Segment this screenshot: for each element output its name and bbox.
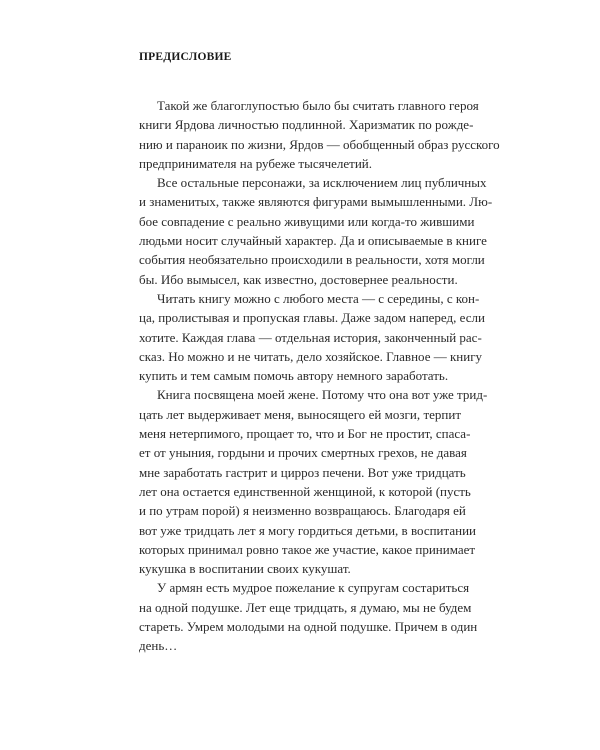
body-text [139,96,500,656]
chapter-header: ПРЕДИСЛОВИЕ [139,51,232,63]
text-line: купить и тем самым помочь автору немного заработать. [139,368,449,384]
text-line: и знаменитых, также являются фигурами вымышленными. Лю- [139,194,493,210]
text-line: день… [139,638,178,654]
text-line: людьми носит случайный характер. Да и описываемые в книге [139,233,487,249]
text-line: которых принимал ровно такое же участие, какое принимает [139,541,476,557]
text-line: события необязательно происходили в реальности, хотя могли [139,252,485,268]
text-line: бы. Ибо вымысел, как известно, достовернее реальности. [139,271,458,287]
text-line: вот уже тридцать лет я могу гордиться детьми, в воспитании [139,522,476,538]
text-line: бое совпадение с реально живущими или когда-то жившими [139,213,475,229]
text-line: меня нетерпимого, прощает то, что и Бог не простит, спаса- [139,426,471,442]
text-line: книги Ярдова личностью подлинной. Харизматик по рожде- [139,117,474,133]
text-line: ет от уныния, гордыни и прочих смертных грехов, не давая [139,445,467,461]
text-line: лет она остается единственной женщиной, к которой (пусть [139,483,471,499]
text-line: нию и параноик по жизни, Ярдов — обобщенный образ русского [139,136,500,152]
text-line: и по утрам порой) я неизменно возвращаюсь. Благодаря ей [139,503,466,519]
text-line: мне заработать гастрит и цирроз печени. Вот уже тридцать [139,464,466,480]
text-line: кукушка в воспитании своих кукушат. [139,561,351,577]
text-line: Все остальные персонажи, за исключением лиц публичных [157,175,487,191]
text-line: сказ. Но можно и не читать, дело хозяйское. Главное — книгу [139,348,483,364]
text-line: У армян есть мудрое пожелание к супругам состариться [157,580,470,596]
text-line: ца, пролистывая и пропуская главы. Даже задом наперед, если [139,310,485,326]
text-line: стареть. Умрем молодыми на одной подушке. Причем в один [139,619,478,635]
text-line: на одной подушке. Лет еще тридцать, я думаю, мы не будем [139,599,472,615]
text-line: предпринимателя на рубеже тысячелетий. [139,155,372,171]
text-line: хотите. Каждая глава — отдельная история, законченный рас- [139,329,482,345]
text-line: цать лет выдерживает меня, выносящего ей мозги, терпит [139,406,461,422]
text-line: Книга посвящена моей жене. Потому что она вот уже трид- [157,387,488,403]
text-line: Такой же благоглупостью было бы считать главного героя [157,98,479,113]
text-line: Читать книгу можно с любого места — с середины, с кон- [157,290,480,306]
